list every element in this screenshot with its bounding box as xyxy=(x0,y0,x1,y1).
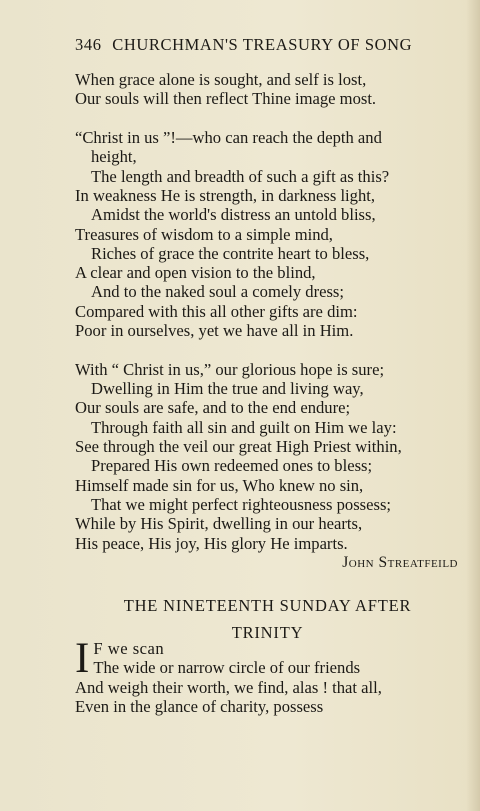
stanza-3 xyxy=(75,360,460,572)
verse-line: The wide or narrow circle of our friends xyxy=(93,658,361,678)
verse-line: While by His Spirit, dwelling in our hearts, xyxy=(75,514,363,534)
drop-cap: I xyxy=(75,635,90,682)
heading-line-2: TRINITY xyxy=(231,623,304,642)
verse-line: His peace, His joy, His glory He imparts. xyxy=(75,533,348,553)
verse-line: Through faith all sin and guilt on Him we lay: xyxy=(91,417,397,437)
verse-line: When grace alone is sought, and self is lost, xyxy=(75,70,367,89)
verse-line: Himself made sin for us, Who knew no sin, xyxy=(75,475,364,495)
verse-line: Dwelling in Him the true and living way, xyxy=(91,379,364,399)
poem-2-text xyxy=(75,635,460,716)
verse-line: Compared with this all other gifts are dim: xyxy=(75,301,358,321)
verse-line: A clear and open vision to the blind, xyxy=(75,263,316,283)
verse-line: That we might perfect righteousness possess; xyxy=(91,494,392,514)
author-attribution: John Streatfeild xyxy=(342,553,458,571)
verse-line: Amidst the world's distress an untold bliss, xyxy=(91,205,376,225)
section-heading xyxy=(75,592,460,646)
verse-line: Prepared His own redeemed ones to bless; xyxy=(91,456,373,476)
verse-line: Our souls are safe, and to the end endure; xyxy=(75,398,351,418)
verse-line: Our souls will then reflect Thine image most. xyxy=(75,89,377,109)
verse-line: height, xyxy=(91,147,137,167)
running-title: CHURCHMAN'S TREASURY OF SONG xyxy=(112,35,413,54)
verse-line: See through the veil our great High Priest within, xyxy=(75,437,402,457)
verse-line: And weigh their worth, we find, alas ! that all, xyxy=(75,677,382,697)
page-number: 346 xyxy=(75,35,102,54)
verse-line: In weakness He is strength, in darkness light, xyxy=(75,185,376,205)
verse-line: Riches of grace the contrite heart to bless, xyxy=(91,243,370,263)
stanza-2 xyxy=(75,128,460,340)
verse-line: Poor in ourselves, yet we have all in Him. xyxy=(75,321,354,341)
running-head xyxy=(75,35,455,55)
verse-line: “Christ in us ”!—who can reach the depth and xyxy=(75,128,382,148)
stanza-1 xyxy=(75,70,460,109)
heading-line-1: THE NINETEENTH SUNDAY AFTER xyxy=(123,596,412,615)
verse-line: With “ Christ in us,” our glorious hope is sure; xyxy=(75,359,385,379)
verse-line: And to the naked soul a comely dress; xyxy=(91,282,344,302)
verse-line: The length and breadth of such a gift as this? xyxy=(91,166,390,186)
poem-text xyxy=(75,70,460,572)
verse-line: Treasures of wisdom to a simple mind, xyxy=(75,224,333,244)
verse-line: F we scan xyxy=(93,639,165,658)
verse-line: Even in the glance of charity, possess xyxy=(75,696,324,716)
